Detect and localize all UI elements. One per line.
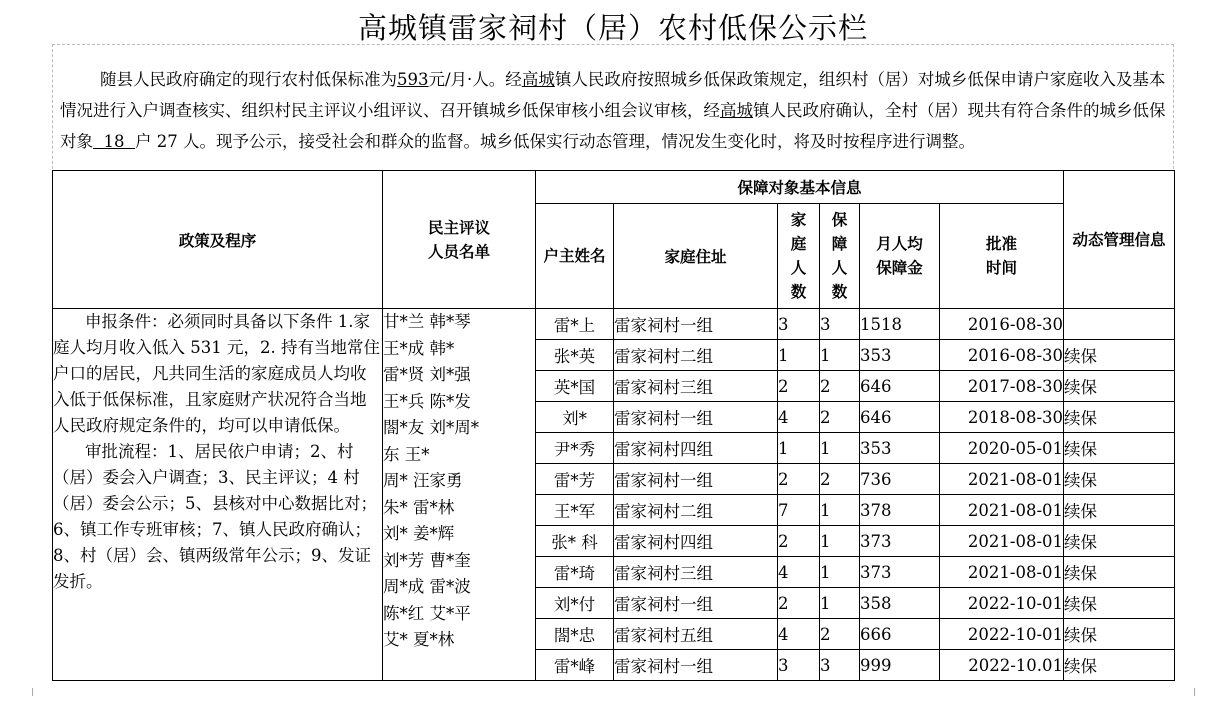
header-dynamic: 动态管理信息 [1064, 171, 1175, 309]
panel-member-line: 艾* 夏*林 [383, 630, 455, 649]
panel-member-line: 周* 汪家勇 [383, 471, 463, 490]
cell-dynamic-status: 续保 [1064, 619, 1175, 650]
cell-dynamic-status: 续保 [1064, 464, 1175, 495]
town-name-2: 高城 [720, 101, 753, 120]
cell-family-count: 1 [778, 433, 820, 464]
cell-monthly-amount: 353 [860, 433, 940, 464]
cell-head-name: 雷*峰 [536, 650, 614, 681]
header-monthly-amount [860, 204, 940, 309]
cell-monthly-amount: 353 [860, 340, 940, 371]
panel-member-line: 东 王* [383, 444, 430, 464]
panel-member-line: 朱* 雷*林 [383, 497, 455, 517]
cell-family-count: 4 [778, 619, 820, 650]
low-income-standard: 593 [397, 70, 429, 89]
panel-member-line: 陈*红 艾*平 [383, 603, 471, 623]
cell-dynamic-status: 续保 [1064, 650, 1175, 681]
cell-guarantee-count: 1 [820, 340, 860, 371]
cell-dynamic-status: 续保 [1064, 433, 1175, 464]
cell-dynamic-status [1064, 309, 1175, 340]
header-panel-line2: 人员名单 [427, 242, 490, 261]
cell-monthly-amount: 378 [860, 495, 940, 526]
cell-guarantee-count: 1 [820, 495, 860, 526]
cell-head-name: 张* 科 [536, 526, 614, 557]
cell-approval-date: 2021-08-01 [940, 557, 1064, 588]
panel-member-line: 王*兵 陈*发 [383, 391, 471, 411]
cell-monthly-amount: 373 [860, 557, 940, 588]
cell-head-name: 王*军 [536, 495, 614, 526]
cell-approval-date: 2016-08-30 [940, 340, 1064, 371]
cell-guarantee-count: 3 [820, 650, 860, 681]
cell-dynamic-status: 续保 [1064, 402, 1175, 433]
town-name: 高城 [521, 70, 555, 89]
intro-text-5: 户 27 人。现予公示，接受社会和群众的监督。城乡低保实行动态管理，情况发生变化时，将及时按程序进行调整。 [135, 132, 975, 151]
cell-dynamic-status: 续保 [1064, 526, 1175, 557]
header-address: 家庭住址 [614, 204, 778, 309]
cell-family-count: 4 [778, 402, 820, 433]
cell-monthly-amount: 646 [860, 402, 940, 433]
cell-head-name: 雷*芳 [536, 464, 614, 495]
panel-member-line: 閤*友 刘*周* [383, 418, 479, 437]
cell-family-count: 3 [778, 309, 820, 340]
policy-cell [53, 309, 383, 681]
header-approval-line2: 时间 [986, 259, 1018, 277]
cell-address: 雷家祠村一组 [614, 464, 778, 495]
header-guarantee-count: 保障人数 [820, 204, 860, 309]
cell-address: 雷家祠村四组 [614, 526, 778, 557]
header-family-count: 家庭人数 [778, 204, 820, 309]
cell-monthly-amount: 666 [860, 619, 940, 650]
header-panel [383, 171, 536, 309]
household-count [93, 132, 135, 151]
cell-guarantee-count: 2 [820, 619, 860, 650]
header-approval-line1: 批准 [986, 235, 1018, 253]
panel-members-cell [383, 309, 536, 681]
header-row-1 [53, 171, 1175, 204]
cell-family-count: 2 [778, 371, 820, 402]
policy-procedure: 审批流程：1、居民依户申请；2、村（居）委会入户调查；3、民主评议；4 村（居）委会公示；5、县核对中心数据比对；6、镇工作专班审核；7、镇人民政府确认；8、村（居）会、镇两级常年公示；9、发证发折。 [53, 442, 377, 591]
cell-address: 雷家祠村四组 [614, 433, 778, 464]
panel-member-line: 雷*贤 刘*强 [383, 365, 471, 384]
cell-family-count: 2 [778, 464, 820, 495]
policy-conditions: 申报条件：必须同时具备以下条件 1.家庭人均月收入低入 531 元，2. 持有当地常住户口的居民，凡共同生活的家庭成员人均收入低于低保标准，且家庭财产状况符合当地人民政府规定条件的，均可以申请低保。 [53, 312, 380, 435]
panel-member-line: 王*成 韩* [383, 338, 455, 358]
cell-address: 雷家祠村二组 [614, 340, 778, 371]
cell-monthly-amount: 1518 [860, 309, 940, 340]
intro-text-1: 随县人民政府确定的现行农村低保标准为 [100, 70, 397, 89]
header-policy: 政策及程序 [53, 171, 383, 309]
cell-monthly-amount: 373 [860, 526, 940, 557]
cell-head-name: 尹*秀 [536, 433, 614, 464]
panel-member-line: 周*成 雷*波 [383, 577, 471, 596]
header-monthly-amount-line1: 月人均 [876, 235, 923, 253]
cell-monthly-amount: 646 [860, 371, 940, 402]
cell-guarantee-count: 1 [820, 526, 860, 557]
cell-monthly-amount: 358 [860, 588, 940, 619]
cell-dynamic-status: 续保 [1064, 588, 1175, 619]
cell-address: 雷家祠村一组 [614, 588, 778, 619]
cell-address: 雷家祠村一组 [614, 402, 778, 433]
cell-approval-date: 2022-10-01 [940, 619, 1064, 650]
header-monthly-amount-line2: 保障金 [876, 259, 923, 277]
cell-guarantee-count: 3 [820, 309, 860, 340]
cell-head-name: 刘* [536, 402, 614, 433]
cell-family-count: 7 [778, 495, 820, 526]
panel-member-line: 刘* 姜*辉 [383, 524, 455, 543]
cell-approval-date: 2018-08-30 [940, 402, 1064, 433]
header-basic-info: 保障对象基本信息 [536, 171, 1064, 204]
cell-guarantee-count: 1 [820, 557, 860, 588]
cell-family-count: 2 [778, 588, 820, 619]
cell-monthly-amount: 999 [860, 650, 940, 681]
cell-head-name: 刘*付 [536, 588, 614, 619]
cell-dynamic-status: 续保 [1064, 371, 1175, 402]
cell-head-name: 雷*琦 [536, 557, 614, 588]
cell-approval-date: 2020-05-01 [940, 433, 1064, 464]
panel-member-line: 刘*芳 曹*奎 [383, 550, 471, 570]
cell-guarantee-count: 2 [820, 371, 860, 402]
page-corner-mark [1194, 688, 1203, 696]
cell-approval-date: 2021-08-01 [940, 495, 1064, 526]
cell-dynamic-status: 续保 [1064, 340, 1175, 371]
cell-family-count: 4 [778, 557, 820, 588]
header-approval-time [940, 204, 1064, 309]
cell-head-name: 雷*上 [536, 309, 614, 340]
cell-address: 雷家祠村三组 [614, 371, 778, 402]
cell-address: 雷家祠村一组 [614, 650, 778, 681]
cell-guarantee-count: 2 [820, 402, 860, 433]
household-count-value: 18 [103, 132, 125, 151]
cell-guarantee-count: 1 [820, 588, 860, 619]
cell-family-count: 1 [778, 340, 820, 371]
cell-dynamic-status: 续保 [1064, 495, 1175, 526]
table-row [53, 309, 1175, 340]
page-title: 高城镇雷家祠村（居）农村低保公示栏 [357, 11, 868, 45]
cell-head-name: 张*英 [536, 340, 614, 371]
cell-head-name: 閤*忠 [536, 619, 614, 650]
cell-approval-date: 2022-10.01 [940, 650, 1064, 681]
cell-monthly-amount: 736 [860, 464, 940, 495]
cell-address: 雷家祠村五组 [614, 619, 778, 650]
cell-family-count: 3 [778, 650, 820, 681]
cell-approval-date: 2016-08-30 [940, 309, 1064, 340]
panel-member-line: 甘*兰 韩*琴 [383, 312, 471, 331]
cell-dynamic-status: 续保 [1064, 557, 1175, 588]
intro-text-2: 元/月·人。经 [428, 70, 522, 89]
welfare-table [52, 170, 1175, 681]
intro-text-3: 镇人民政府按照城乡低保政策规定，组织村（居）对城乡低保申请户家庭收入及基本情况进行入户调查核实、组织村民主评议小组评议、召开镇城乡低保审核小组会议审核，经 [60, 70, 1166, 120]
header-head-name: 户主姓名 [536, 204, 614, 309]
intro-paragraph [60, 64, 1170, 157]
cell-approval-date: 2017-08-30 [940, 371, 1064, 402]
page-corner-mark [24, 688, 33, 696]
cell-approval-date: 2022-10-01 [940, 588, 1064, 619]
intro-text-4: 镇人民政府确认，全村（居）现共有符合条件的城乡低保对象 [60, 101, 1166, 151]
cell-address: 雷家祠村二组 [614, 495, 778, 526]
cell-guarantee-count: 1 [820, 433, 860, 464]
cell-head-name: 英*国 [536, 371, 614, 402]
cell-address: 雷家祠村三组 [614, 557, 778, 588]
cell-family-count: 2 [778, 526, 820, 557]
cell-approval-date: 2021-08-01 [940, 526, 1064, 557]
header-panel-line1: 民主评议 [427, 218, 490, 237]
cell-approval-date: 2021-08-01 [940, 464, 1064, 495]
cell-guarantee-count: 2 [820, 464, 860, 495]
cell-address: 雷家祠村一组 [614, 309, 778, 340]
